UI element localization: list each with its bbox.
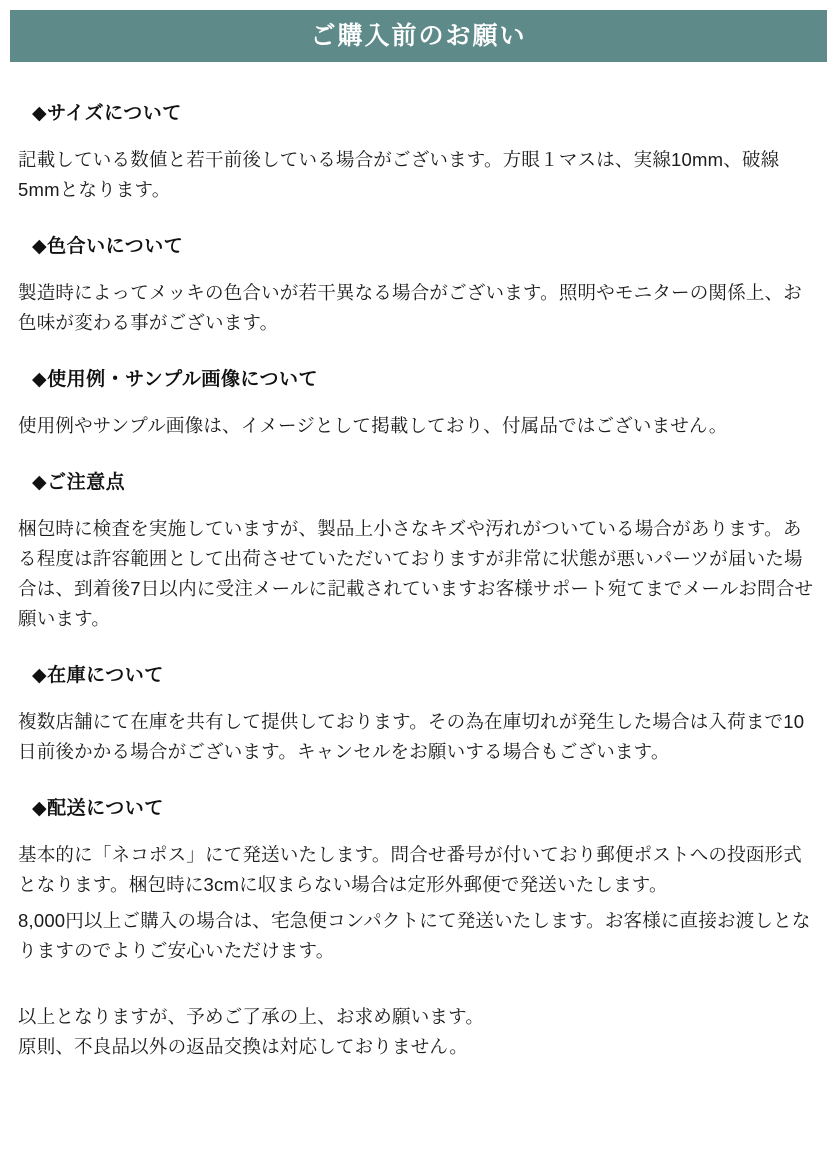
section-heading: ◆在庫について xyxy=(32,664,164,686)
closing-line-2: 原則、不良品以外の返品交換は対応しておりません。 xyxy=(18,1035,468,1057)
section-cautions xyxy=(18,467,819,634)
section-shipping xyxy=(18,793,819,966)
section-size xyxy=(18,98,819,205)
section-paragraph: 複数店舗にて在庫を共有して提供しております。その為在庫切れが発生した場合は入荷まで10日前後かかる場合がございます。キャンセルをお願いする場合もございます。 xyxy=(18,710,805,762)
section-heading: ◆ご注意点 xyxy=(32,471,126,493)
section-heading: ◆配送について xyxy=(32,797,164,819)
section-color xyxy=(18,231,819,338)
section-paragraph: 8,000円以上ご購入の場合は、宅急便コンパクトにて発送いたします。お客様に直接お渡しとなりますのでよりご安心いただけます。 xyxy=(18,909,811,961)
notice-content xyxy=(0,62,837,1071)
section-sample-images xyxy=(18,364,819,441)
section-heading: ◆サイズについて xyxy=(32,103,182,124)
page-header-bar xyxy=(10,10,827,62)
section-heading: ◆色合いについて xyxy=(32,235,184,257)
closing-line-1: 以上となりますが、予めご了承の上、お求め願います。 xyxy=(18,1005,485,1027)
section-paragraph: 梱包時に検査を実施していますが、製品上小さなキズや汚れがついている場合があります。ある程度は許容範囲として出荷させていただいておりますが非常に状態が悪いパーツが届いた場合は、到着後7日以内に受注メールに記載されていますお客様サポート宛てまでメールお問合せ願います。 xyxy=(18,517,814,629)
section-paragraph: 基本的に「ネコポス」にて発送いたします。問合せ番号が付いており郵便ポストへの投函形式となります。梱包時に3cmに収まらない場合は定形外郵便で発送いたします。 xyxy=(18,843,802,895)
closing-note xyxy=(18,1002,819,1062)
section-paragraph: 記載している数値と若干前後している場合がございます。方眼１マスは、実線10mm、破線5mmとなります。 xyxy=(18,149,780,200)
section-stock xyxy=(18,660,819,767)
page-title: ご購入前のお願い xyxy=(310,21,527,50)
section-heading: ◆使用例・サンプル画像について xyxy=(32,368,319,390)
section-paragraph: 使用例やサンプル画像は、イメージとして掲載しており、付属品ではございません。 xyxy=(18,414,728,436)
section-paragraph: 製造時によってメッキの色合いが若干異なる場合がございます。照明やモニターの関係上、お色味が変わる事がございます。 xyxy=(18,281,802,333)
